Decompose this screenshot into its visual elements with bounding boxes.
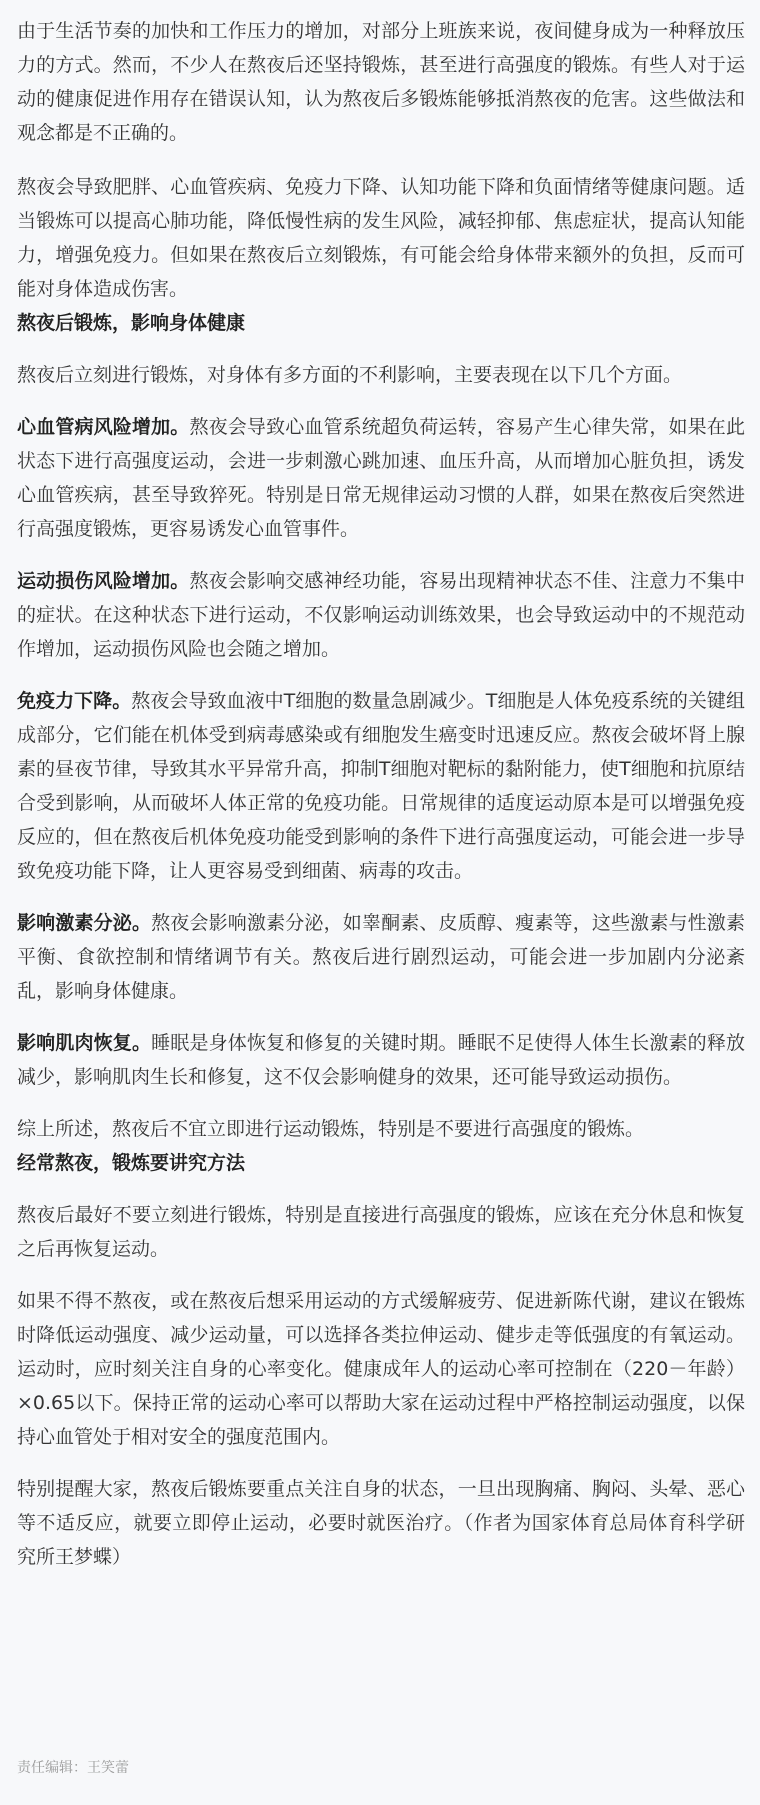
paragraph-immunity <box>17 684 745 888</box>
immunity-body: 熬夜会导致血液中T细胞的数量急剧减少。T细胞是人体免疫系统的关键组成部分，它们能在机体受到病毒感染或有细胞发生癌变时迅速反应。熬夜会破坏肾上腺素的昼夜节律，导致其水平异常升高，抑制T细胞对靶标的黏附能力，使T细胞和抗原结合受到影响，从而破坏人体正常的免疫功能。日常规律的适度运动原本是可以增强免疫反应的，但在熬夜后机体免疫功能受到影响的条件下进行高强度运动，可能会进一步导致免疫功能下降，让人更容易受到细菌、病毒的攻击。 <box>17 690 745 882</box>
section-heading-2: 经常熬夜，锻炼要讲究方法 <box>17 1152 246 1174</box>
cardio-risk-lead: 心血管病风险增加。 <box>17 416 190 438</box>
hormones-lead: 影响激素分泌。 <box>17 912 152 934</box>
hormones-body: 熬夜会影响激素分泌，如睾酮素、皮质醇、瘦素等，这些激素与性激素平衡、食欲控制和情绪调节有关。熬夜后进行剧烈运动，可能会进一步加剧内分泌紊乱，影响身体健康。 <box>17 912 745 1002</box>
paragraph-low-intensity: 如果不得不熬夜，或在熬夜后想采用运动的方式缓解疲劳、促进新陈代谢，建议在锻炼时降低运动强度、减少运动量，可以选择各类拉伸运动、健步走等低强度的有氧运动。运动时，应时刻关注自身的心率变化。健康成年人的运动心率可控制在（220－年龄）×0.65以下。保持正常的运动心率可以帮助大家在运动过程中严格控制运动强度，以保持心血管处于相对安全的强度范围内。 <box>17 1290 745 1448</box>
immunity-lead: 免疫力下降。 <box>17 690 132 712</box>
injury-risk-lead: 运动损伤风险增加。 <box>17 570 190 592</box>
muscle-recovery-body: 睡眠是身体恢复和修复的关键时期。睡眠不足使得人体生长激素的释放减少，影响肌肉生长和修复，这不仅会影响健身的效果，还可能导致运动损伤。 <box>17 1032 745 1088</box>
paragraph-muscle-recovery <box>17 1026 745 1094</box>
paragraph-health-issues: 熬夜会导致肥胖、心血管疾病、免疫力下降、认知功能下降和负面情绪等健康问题。适当锻炼可以提高心肺功能，降低慢性病的发生风险，减轻抑郁、焦虑症状，提高认知能力，增强免疫力。但如果在熬夜后立刻锻炼，有可能会给身体带来额外的负担，反而可能对身体造成伤害。 <box>17 176 745 300</box>
paragraph-summary: 综上所述，熬夜后不宜立即进行运动锻炼，特别是不要进行高强度的锻炼。 <box>17 1118 645 1140</box>
paragraph-cardio-risk <box>17 410 745 546</box>
paragraph-injury-risk <box>17 564 745 666</box>
injury-risk-body: 熬夜会影响交感神经功能，容易出现精神状态不佳、注意力不集中的症状。在这种状态下进行运动，不仅影响运动训练效果，也会导致运动中的不规范动作增加，运动损伤风险也会随之增加。 <box>17 570 745 660</box>
paragraph-hormones <box>17 906 745 1008</box>
paragraph-reminder: 特别提醒大家，熬夜后锻炼要重点关注自身的状态，一旦出现胸痛、胸闷、头晕、恶心等不适反应，就要立即停止运动，必要时就医治疗。（作者为国家体育总局体育科学研究所王梦蝶） <box>17 1478 745 1568</box>
muscle-recovery-lead: 影响肌肉恢复。 <box>17 1032 152 1054</box>
paragraph-rest-first: 熬夜后最好不要立刻进行锻炼，特别是直接进行高强度的锻炼，应该在充分休息和恢复之后再恢复运动。 <box>17 1204 745 1260</box>
paragraph-intro: 由于生活节奏的加快和工作压力的增加，对部分上班族来说，夜间健身成为一种释放压力的方式。然而，不少人在熬夜后还坚持锻炼，甚至进行高强度的锻炼。有些人对于运动的健康促进作用存在错误认知，认为熬夜后多锻炼能够抵消熬夜的危害。这些做法和观念都是不正确的。 <box>17 20 745 144</box>
responsible-editor: 责任编辑：王笑蕾 <box>17 1760 129 1776</box>
article-body <box>17 14 745 1574</box>
paragraph-effects-intro: 熬夜后立刻进行锻炼，对身体有多方面的不利影响，主要表现在以下几个方面。 <box>17 364 683 386</box>
section-heading-1: 熬夜后锻炼，影响身体健康 <box>17 312 246 334</box>
cardio-risk-body: 熬夜会导致心血管系统超负荷运转，容易产生心律失常，如果在此状态下进行高强度运动，会进一步刺激心跳加速、血压升高，从而增加心脏负担，诱发心血管疾病，甚至导致猝死。特别是日常无规律运动习惯的人群，如果在熬夜后突然进行高强度锻炼，更容易诱发心血管事件。 <box>17 416 745 540</box>
